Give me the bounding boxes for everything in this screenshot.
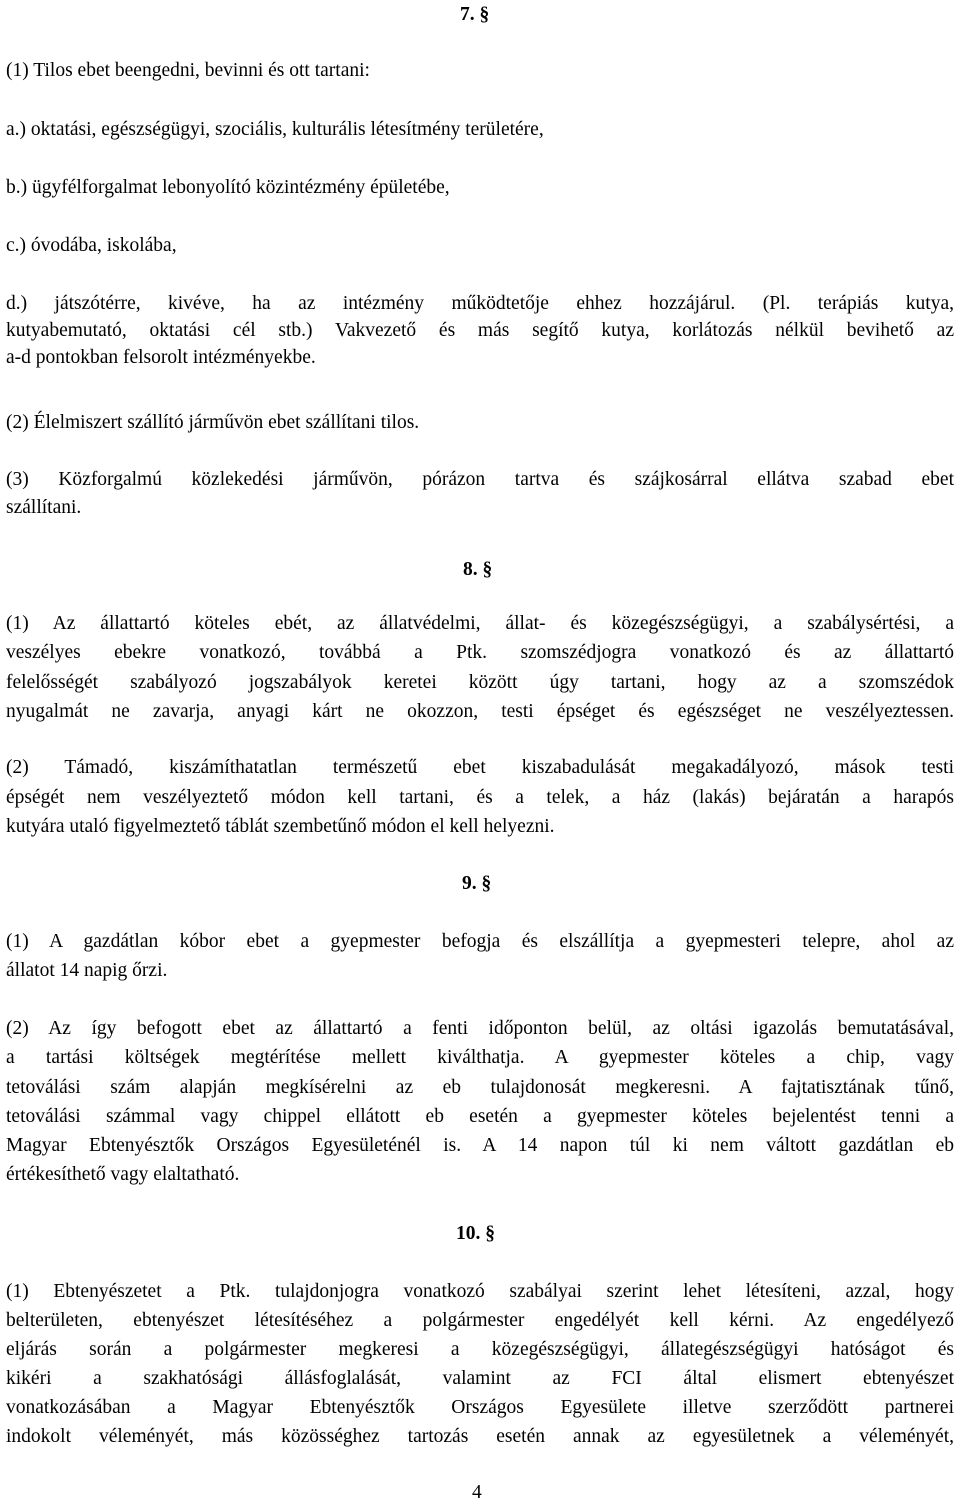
text-line: c.) óvodába, iskolába, <box>6 235 177 256</box>
text-line: (2) Támadó, kiszámíthatatlan természetű ebet kiszabadulását megakadályozó, mások testi <box>6 757 954 778</box>
text-line: eljárás során a polgármester megkeresi a közegészségügyi, állategészségügyi hatóságot és <box>6 1339 954 1360</box>
text-line: (1) Az állattartó köteles ebét, az állatvédelmi, állat- és közegészségügyi, a szabálysértési, a <box>6 613 954 634</box>
text-line: tetoválási szám alapján megkísérelni az eb tulajdonosát megkeresni. A fajtatisztának tűnő, <box>6 1077 954 1098</box>
text-line: a.) oktatási, egészségügyi, szociális, kulturális létesítmény területére, <box>6 119 544 140</box>
text-line: (1) Ebtenyészetet a Ptk. tulajdonjogra vonatkozó szabályai szerint lehet létesíteni, azzal, hogy <box>6 1281 954 1302</box>
section-10-heading: 10. § <box>456 1223 495 1244</box>
text-line: (2) Élelmiszert szállító járművön ebet szállítani tilos. <box>6 412 420 433</box>
text-line: állatot 14 napig őrzi. <box>6 960 168 981</box>
text-line: Magyar Ebtenyésztők Országos Egyesületénél is. A 14 napon túl ki nem váltott gazdátlan eb <box>6 1135 954 1156</box>
text-line: veszélyes ebekre vonatkozó, továbbá a Ptk. szomszédjogra vonatkozó és az állattartó <box>6 642 954 663</box>
text-line: (1) Tilos ebet beengedni, bevinni és ott tartani: <box>6 60 370 81</box>
text-line: indokolt véleményét, más közösséghez tartozás esetén annak az egyesületnek a véleményét, <box>6 1426 954 1447</box>
text-line: (2) Az így befogott ebet az állattartó a fenti időponton belül, az oltási igazolás bemutatásával, <box>6 1018 954 1039</box>
text-line: d.) játszótérre, kivéve, ha az intézmény működtetője ehhez hozzájárul. (Pl. terápiás kutya, <box>6 293 954 314</box>
text-line: nyugalmát ne zavarja, anyagi kárt ne okozzon, testi épséget és egészséget ne veszélyeztessen. <box>6 701 954 722</box>
section-8-heading: 8. § <box>463 559 493 580</box>
text-line: kutyabemutató, oktatási cél stb.) Vakvezető és más segítő kutya, korlátozás nélkül bevihető az <box>6 320 954 341</box>
section-9-heading: 9. § <box>462 873 492 894</box>
text-line: a tartási költségek megtérítése mellett kiválthatja. A gyepmester köteles a chip, vagy <box>6 1047 954 1068</box>
text-line: (3) Közforgalmú közlekedési járművön, pórázon tartva és szájkosárral ellátva szabad ebet <box>6 469 954 490</box>
text-line: belterületen, ebtenyészet létesítéséhez a polgármester engedélyét kell kérni. Az engedélyező <box>6 1310 954 1331</box>
text-line: felelősségét szabályozó jogszabályok keretei között úgy tartani, hogy az a szomszédok <box>6 672 954 693</box>
section-7-heading: 7. § <box>460 4 490 25</box>
text-line: b.) ügyfélforgalmat lebonyolító közintézmény épületébe, <box>6 177 450 198</box>
text-line: kikéri a szakhatósági állásfoglalását, valamint az FCI által elismert ebtenyészet <box>6 1368 954 1389</box>
text-line: a-d pontokban felsorolt intézményekbe. <box>6 347 316 368</box>
text-line: kutyára utaló figyelmeztető táblát szembetűnő módon el kell helyezni. <box>6 816 555 837</box>
text-line: épségét nem veszélyeztető módon kell tartani, és a telek, a ház (lakás) bejáratán a harapós <box>6 787 954 808</box>
text-line: szállítani. <box>6 497 82 518</box>
text-line: vonatkozásában a Magyar Ebtenyésztők Országos Egyesülete illetve szerződött partnerei <box>6 1397 954 1418</box>
text-line: tetoválási számmal vagy chippel ellátott eb esetén a gyepmester köteles bejelentést tenni a <box>6 1106 954 1127</box>
page-number: 4 <box>472 1482 482 1503</box>
text-line: (1) A gazdátlan kóbor ebet a gyepmester befogja és elszállítja a gyepmesteri telepre, ahol az <box>6 931 954 952</box>
text-line: értékesíthető vagy elaltatható. <box>6 1164 240 1185</box>
